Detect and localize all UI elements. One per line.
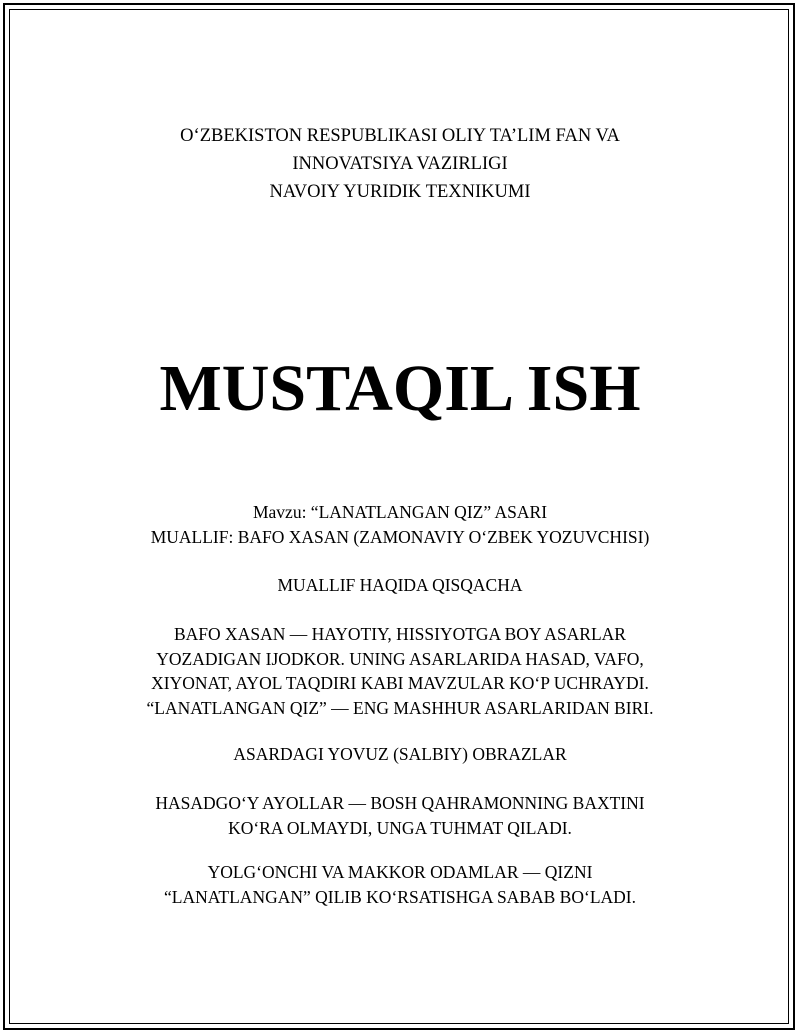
- header-line-3: NAVOIY YURIDIK TEXNIKUMI: [269, 182, 531, 202]
- about-line-3: XIYONAT, AYOL TAQDIRI KABI MAVZULAR KO‘P UCHRAYDI.: [151, 673, 649, 693]
- villain1-line-1: HASADGO‘Y AYOLLAR — BOSH QAHRAMONNING BAXTINI: [155, 793, 645, 813]
- villains-heading-text: ASARDAGI YOVUZ (SALBIY) OBRAZLAR: [233, 744, 567, 764]
- villain1-line-2: KO‘RA OLMAYDI, UNGA TUHMAT QILADI.: [228, 817, 572, 838]
- institution-header: [0, 122, 800, 206]
- topic-line: Mavzu: “LANATLANGAN QIZ” ASARI: [252, 502, 548, 522]
- topic-block: [0, 500, 800, 549]
- villains-heading: [0, 742, 800, 767]
- header-line-1: O‘ZBEKISTON RESPUBLIKASI OLIY TA’LIM FAN VA: [180, 126, 620, 146]
- villain2-line-2: “LANATLANGAN” QILIB KO‘RSATISHGA SABAB BO‘LADI.: [164, 886, 636, 907]
- about-line-1: BAFO XASAN — HAYOTIY, HISSIYOTGA BOY ASARLAR: [174, 624, 626, 644]
- villain-paragraph-1: [0, 791, 800, 840]
- header-line-2: INNOVATSIYA VAZIRLIGI: [292, 154, 508, 174]
- about-heading-text: MUALLIF HAQIDA QISQACHA: [277, 575, 523, 595]
- about-line-2: YOZADIGAN IJODKOR. UNING ASARLARIDA HASAD, VAFO,: [156, 648, 644, 669]
- document-title: MUSTAQIL ISH: [159, 352, 641, 425]
- about-heading: [0, 573, 800, 598]
- villain-paragraph-2: [0, 860, 800, 909]
- author-line: MUALLIF: BAFO XASAN (ZAMONAVIY O‘ZBEK YOZUVCHISI): [150, 526, 650, 547]
- villain2-line-1: YOLG‘ONCHI VA MAKKOR ODAMLAR — QIZNI: [207, 862, 593, 882]
- about-line-4: “LANATLANGAN QIZ” — ENG MASHHUR ASARLARIDAN BIRI.: [146, 697, 654, 718]
- about-paragraph: [0, 622, 800, 720]
